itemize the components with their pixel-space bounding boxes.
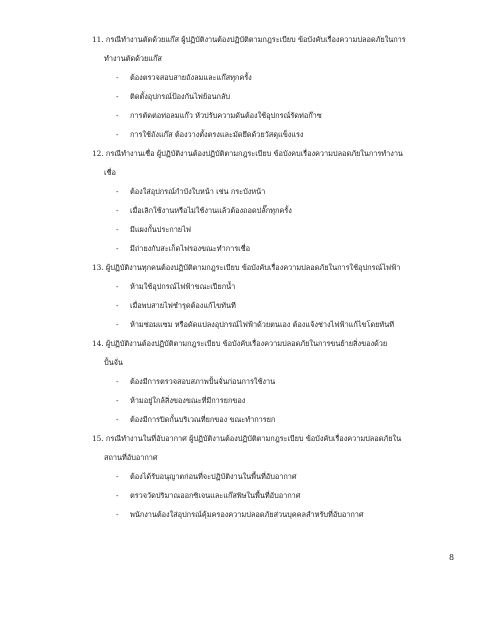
bullet-text: ต้องได้รับอนุญาตก่อนที่จะปฏิบัติงานในพื้นที่อับอากาศ xyxy=(130,472,297,481)
bullet-dash: - xyxy=(116,244,119,253)
bullet-text: ตรวจวัดปริมาณออกซิเจนและแก๊สพิษในพื้นที่อับอากาศ xyxy=(130,491,301,500)
bullet-text: ติดตั้งอุปกรณ์ป้องกันไฟย้อนกลับ xyxy=(130,92,231,101)
bullet-dash: - xyxy=(116,187,119,196)
item-heading: 13. ผู้ปฏิบัติงานทุกคนต้องปฏิบัติตามกฎระเบียบ ข้อบังคับเรื่องความปลอดภัยในการใช้อุปกรณ์ไฟฟ้า xyxy=(92,263,401,272)
bullet-dash: - xyxy=(116,92,119,101)
bullet-dash: - xyxy=(116,111,119,120)
bullet-dash: - xyxy=(116,301,119,310)
bullet-text: พนักงานต้องใส่อุปกรณ์คุ้มครองความปลอดภัยส่วนบุคคลสำหรับที่อับอากาศ xyxy=(130,510,364,519)
bullet-dash: - xyxy=(116,282,119,291)
item-heading-continued: สถานที่อับอากาศ xyxy=(104,453,158,462)
item-heading-continued: ปั้นจั่น xyxy=(104,358,123,367)
bullet-text: การตัดต่อท่อลมแก๊ว หัวปรับความดันต้องใช้อุปกรณ์รัดท่อก๊าซ xyxy=(130,111,322,120)
bullet-dash: - xyxy=(116,130,119,139)
bullet-text: ห้ามซ่อมแซม หรือดัดแปลงอุปกรณ์ไฟฟ้าด้วยตนเอง ต้องแจ้งช่างไฟฟ้าแก้ไขโดยทันที xyxy=(130,320,395,329)
bullet-dash: - xyxy=(116,491,119,500)
item-heading: 12. กรณีทำงานเชื่อ ผู้ปฏิบัติงานต้องปฏิบัติตามกฎระเบียบ ข้อบังคบเรื่องความปลอดภัยในการทำงาน xyxy=(92,149,403,158)
page-number: 8 xyxy=(449,553,455,562)
bullet-dash: - xyxy=(116,73,119,82)
bullet-text: ต้องตรวจสอบสายถังลมและแก๊สทุกครั้ง xyxy=(130,73,252,82)
bullet-dash: - xyxy=(116,320,119,329)
bullet-dash: - xyxy=(116,396,119,405)
bullet-dash: - xyxy=(116,225,119,234)
bullet-dash: - xyxy=(116,415,119,424)
bullet-dash: - xyxy=(116,510,119,519)
item-heading-continued: เชื่อ xyxy=(104,168,116,177)
bullet-text: ต้องมีการปิดกั้นบริเวณที่ยกของ ขณะทำการยก xyxy=(130,415,276,424)
bullet-text: ต้องมีการตรวจสอบสภาพปั้นจั่นก่อนการใช้งาน xyxy=(130,377,276,386)
bullet-text: เมื่อเลิกใช้งานหรือไม่ใช้งานแล้วต้องถอดปลั๊กทุกครั้ง xyxy=(130,206,292,215)
item-heading: 15. กรณีทำงานในที่อับอากาศ ผู้ปฏิบัติงานต้องปฏิบัติตามกฎระเบียบ ข้อบังคับเรื่องความปลอดภัยใน xyxy=(92,434,402,443)
item-heading-continued: ทำงานตัดด้วยแก๊ส xyxy=(104,54,162,63)
bullet-dash: - xyxy=(116,206,119,215)
bullet-text: เมื่อพบสายไฟชำรุดต้องแก้ไขทันที xyxy=(130,301,236,310)
bullet-text: มีถ่ายงกับสะเก็ดไฟรองขณะทำการเชื่อ xyxy=(130,244,250,253)
item-heading: 14. ผู้ปฏิบัติงานต้องปฏิบัติตามกฎระเบียบ ข้อบังคับเรื่องความปลอดภัยในการขนย้ายสิ่งของด้วย xyxy=(92,339,388,348)
bullet-text: ต้องใส่อุปกรณ์กำบังใบหน้า เช่น กระบังหน้า xyxy=(130,187,266,196)
item-heading: 11. กรณีทำงานตัดด้วยแก๊ส ผู้ปฏิบัติงานต้องปฏิบัติตามกฎระเบียบ ข้อบังคับเรื่องความปลอดภัยในการ xyxy=(92,35,406,44)
bullet-text: มีแผงกั้นประกายไฟ xyxy=(130,225,191,234)
bullet-text: การใช้ถังแก๊ส ต้องวางตั้งตรงและมัดยึดด้วยวัสดุแข็งแรง xyxy=(130,130,304,139)
bullet-text: ห้ามอยู่ใกล้สิ่งของขณะที่มีการยกของ xyxy=(130,396,246,405)
bullet-dash: - xyxy=(116,472,119,481)
bullet-dash: - xyxy=(116,377,119,386)
bullet-text: ห้ามใช้อุปกรณ์ไฟฟ้าขณะเปียกน้ำ xyxy=(130,282,236,291)
